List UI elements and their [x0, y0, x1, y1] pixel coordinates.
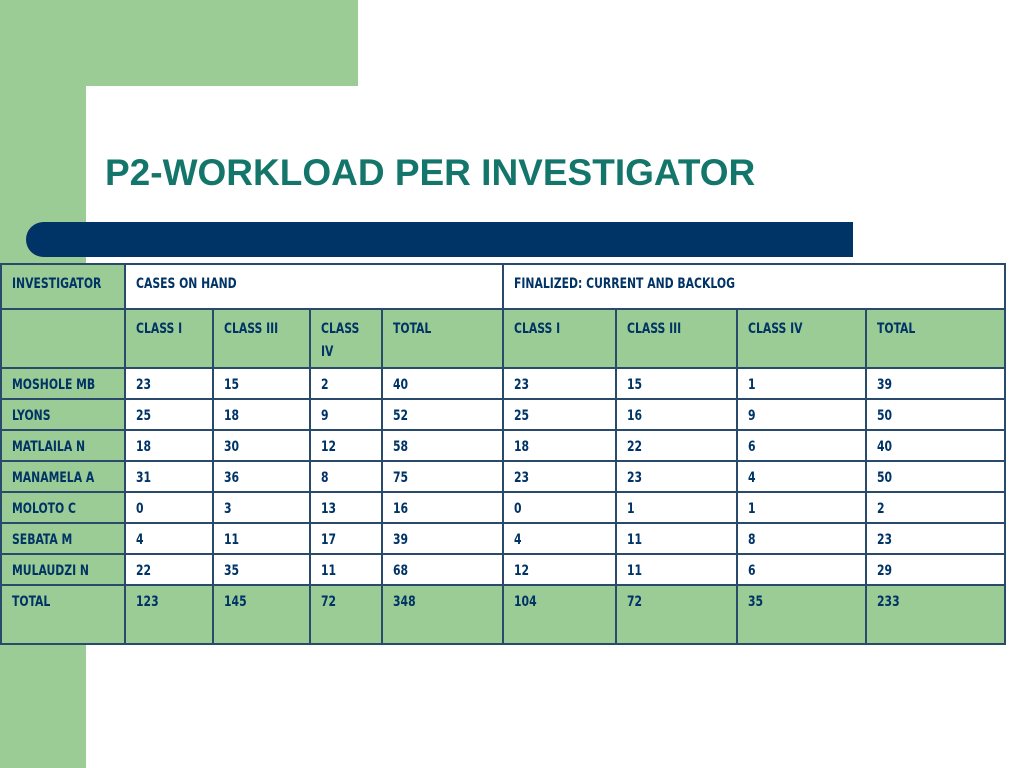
- investigator-name-cell: MOSHOLE MB: [1, 368, 125, 399]
- table-total-row: [1, 585, 1005, 644]
- table-row: [1, 461, 1005, 492]
- table-row: [1, 430, 1005, 461]
- value-cell: 35: [737, 585, 866, 644]
- value-cell: 75: [382, 461, 503, 492]
- subheader-cell: [1, 309, 125, 368]
- value-cell: 30: [213, 430, 310, 461]
- subheader-cell: CLASS III: [616, 309, 737, 368]
- value-cell: 50: [866, 399, 1005, 430]
- value-cell: 16: [382, 492, 503, 523]
- value-cell: 35: [213, 554, 310, 585]
- investigator-name-cell: MOLOTO C: [1, 492, 125, 523]
- value-cell: 18: [125, 430, 213, 461]
- investigator-name-cell: TOTAL: [1, 585, 125, 644]
- value-cell: 25: [125, 399, 213, 430]
- value-cell: 72: [616, 585, 737, 644]
- value-cell: 39: [382, 523, 503, 554]
- top-green-block: [0, 0, 358, 86]
- subheader-cell: CLASS I: [503, 309, 616, 368]
- value-cell: 0: [125, 492, 213, 523]
- investigator-name-cell: SEBATA M: [1, 523, 125, 554]
- value-cell: 23: [503, 368, 616, 399]
- investigator-name-cell: LYONS: [1, 399, 125, 430]
- workload-table: [0, 263, 1006, 645]
- subheader-cell: CLASS I: [125, 309, 213, 368]
- value-cell: 1: [616, 492, 737, 523]
- value-cell: 58: [382, 430, 503, 461]
- value-cell: 36: [213, 461, 310, 492]
- value-cell: 23: [503, 461, 616, 492]
- value-cell: 40: [866, 430, 1005, 461]
- table-subheader-row: [1, 309, 1005, 368]
- value-cell: 23: [125, 368, 213, 399]
- value-cell: 1: [737, 492, 866, 523]
- value-cell: 6: [737, 554, 866, 585]
- value-cell: 11: [310, 554, 382, 585]
- value-cell: 104: [503, 585, 616, 644]
- value-cell: 23: [866, 523, 1005, 554]
- value-cell: 11: [616, 523, 737, 554]
- value-cell: 0: [503, 492, 616, 523]
- value-cell: 9: [737, 399, 866, 430]
- value-cell: 13: [310, 492, 382, 523]
- slide-title: P2-WORKLOAD PER INVESTIGATOR: [105, 152, 756, 193]
- investigator-name-cell: MULAUDZI N: [1, 554, 125, 585]
- header-finalized: FINALIZED: CURRENT AND BACKLOG: [503, 264, 1005, 309]
- value-cell: 12: [503, 554, 616, 585]
- value-cell: 3: [213, 492, 310, 523]
- value-cell: 29: [866, 554, 1005, 585]
- subheader-cell: CLASS III: [213, 309, 310, 368]
- value-cell: 4: [737, 461, 866, 492]
- subheader-cell: TOTAL: [866, 309, 1005, 368]
- investigator-name-cell: MATLAILA N: [1, 430, 125, 461]
- value-cell: 8: [737, 523, 866, 554]
- subheader-cell: TOTAL: [382, 309, 503, 368]
- value-cell: 11: [616, 554, 737, 585]
- value-cell: 145: [213, 585, 310, 644]
- value-cell: 1: [737, 368, 866, 399]
- table-header-row: [1, 264, 1005, 309]
- value-cell: 40: [382, 368, 503, 399]
- value-cell: 25: [503, 399, 616, 430]
- investigator-name-cell: MANAMELA A: [1, 461, 125, 492]
- subheader-cell: CLASS IV: [737, 309, 866, 368]
- table-row: [1, 554, 1005, 585]
- value-cell: 348: [382, 585, 503, 644]
- subheader-cell: CLASS IV: [310, 309, 382, 368]
- value-cell: 18: [503, 430, 616, 461]
- value-cell: 39: [866, 368, 1005, 399]
- value-cell: 16: [616, 399, 737, 430]
- value-cell: 52: [382, 399, 503, 430]
- value-cell: 22: [125, 554, 213, 585]
- value-cell: 4: [125, 523, 213, 554]
- table-row: [1, 492, 1005, 523]
- table-row: [1, 368, 1005, 399]
- value-cell: 9: [310, 399, 382, 430]
- value-cell: 15: [616, 368, 737, 399]
- header-cases-on-hand: CASES ON HAND: [125, 264, 503, 309]
- value-cell: 17: [310, 523, 382, 554]
- title-underline-bar: [26, 222, 853, 257]
- value-cell: 72: [310, 585, 382, 644]
- value-cell: 68: [382, 554, 503, 585]
- value-cell: 22: [616, 430, 737, 461]
- value-cell: 2: [310, 368, 382, 399]
- table-row: [1, 399, 1005, 430]
- value-cell: 4: [503, 523, 616, 554]
- value-cell: 233: [866, 585, 1005, 644]
- value-cell: 8: [310, 461, 382, 492]
- value-cell: 31: [125, 461, 213, 492]
- value-cell: 50: [866, 461, 1005, 492]
- value-cell: 12: [310, 430, 382, 461]
- value-cell: 11: [213, 523, 310, 554]
- value-cell: 123: [125, 585, 213, 644]
- value-cell: 6: [737, 430, 866, 461]
- value-cell: 2: [866, 492, 1005, 523]
- table-row: [1, 523, 1005, 554]
- header-investigator: INVESTIGATOR: [1, 264, 125, 309]
- value-cell: 18: [213, 399, 310, 430]
- value-cell: 23: [616, 461, 737, 492]
- value-cell: 15: [213, 368, 310, 399]
